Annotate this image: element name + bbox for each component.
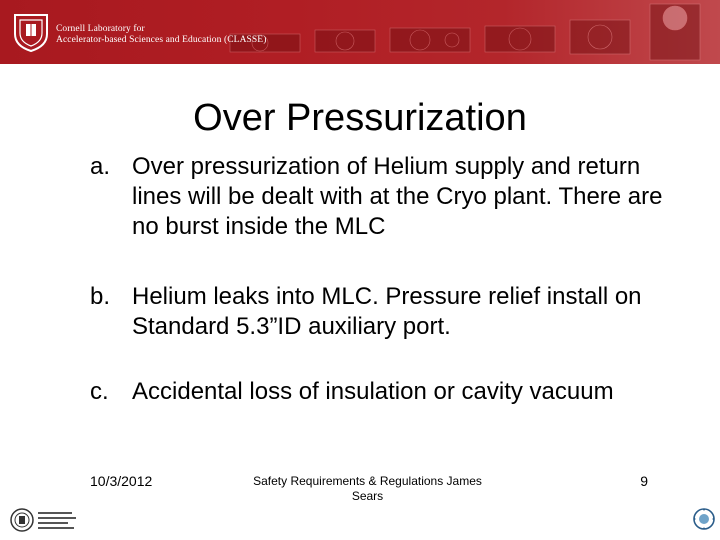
list-item: [90, 377, 692, 407]
lab-name: [56, 24, 266, 46]
equipment-photo-banner: [220, 0, 720, 64]
list-marker: a.: [90, 153, 111, 180]
list-item-text: Helium leaks into MLC. Pressure relief install on Standard 5.3”ID auxiliary port.: [132, 283, 642, 340]
list-item-text: Over pressurization of Helium supply and return lines will be dealt with at the Cryo plant. There are no burst inside the MLC: [132, 153, 663, 240]
footer-center-text: Safety Requirements & Regulations James Sears: [253, 474, 482, 503]
slide-title: Over Pressurization: [193, 97, 527, 139]
nsf-logo-icon: [692, 506, 716, 532]
header-banner: [0, 0, 720, 64]
list-marker: c.: [90, 378, 109, 405]
list-marker: b.: [90, 283, 111, 310]
cornell-university-logo-icon: [8, 506, 80, 534]
cornell-seal-icon: [12, 12, 50, 52]
lab-name-line1: Cornell Laboratory for: [56, 24, 145, 34]
lab-name-line2: Accelerator-based Sciences and Education (CLASSE): [56, 35, 267, 45]
footer-date: 10/3/2012: [90, 473, 153, 489]
list-item-text: Accidental loss of insulation or cavity vacuum: [132, 378, 614, 405]
list-item: [90, 152, 692, 242]
page-number: 9: [640, 473, 648, 489]
list-item: [90, 282, 692, 342]
